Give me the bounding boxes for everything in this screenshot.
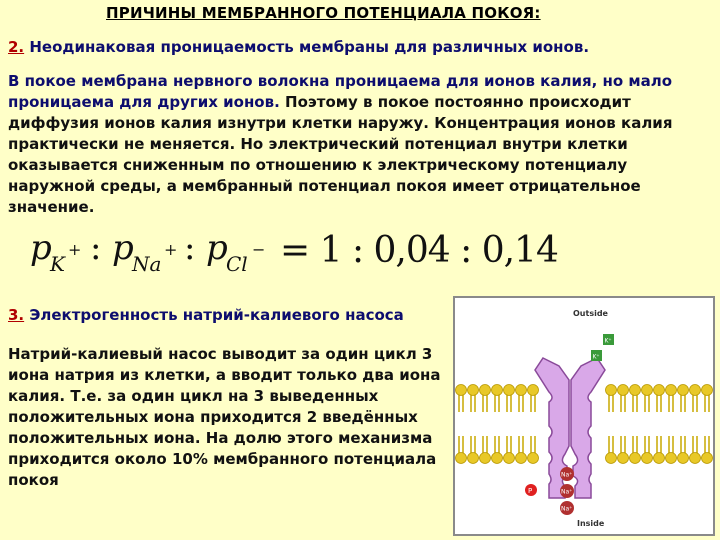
bottom-lipid-6	[528, 436, 539, 464]
svg-text:P: P	[528, 487, 533, 495]
bottom-lipid-0	[456, 436, 467, 464]
bottom-lipid-14	[690, 436, 701, 464]
potassium-ion-2	[591, 350, 602, 361]
phosphate-marker	[525, 484, 537, 496]
potassium-ion-1	[603, 334, 614, 345]
paragraph-permeability	[8, 71, 708, 218]
top-lipid-12	[666, 385, 677, 413]
svg-text:Na⁺: Na⁺	[561, 488, 573, 496]
bottom-lipid-1	[468, 436, 479, 464]
formula-p-k: p	[30, 228, 52, 268]
bottom-lipid-10	[642, 436, 653, 464]
bottom-lipid-13	[678, 436, 689, 464]
sodium-ion-3	[560, 501, 574, 515]
inside-label: Inside	[577, 519, 605, 528]
formula-colon-1: :	[90, 228, 102, 268]
top-lipid-6	[528, 385, 539, 413]
formula-ratio: = 1 : 0,04 : 0,14	[280, 230, 558, 271]
bottom-lipid-2	[480, 436, 491, 464]
bottom-lipid-3	[492, 436, 503, 464]
section-2-number: 2.	[8, 38, 25, 56]
pump-right-subunit	[571, 358, 605, 498]
top-lipid-14	[690, 385, 701, 413]
top-lipid-8	[618, 385, 629, 413]
top-lipid-3	[492, 385, 503, 413]
svg-text:Na⁺: Na⁺	[561, 505, 573, 513]
paragraph-pump: Натрий-калиевый насос выводит за один цикл 3 иона натрия из клетки, а вводит только два иона калия. Т.е. за один цикл на 3 выведенных положительных иона приходится 2 введённых положительных иона. На долю этого механизма приходится около 10% мембранного потенциала покоя	[8, 345, 441, 489]
sodium-ion-2	[560, 484, 574, 498]
svg-text:Na⁺: Na⁺	[561, 471, 573, 479]
formula-na-charge: +	[164, 240, 178, 259]
bottom-lipid-5	[516, 436, 527, 464]
formula-colon-2: :	[184, 228, 196, 268]
bottom-lipid-12	[666, 436, 677, 464]
top-lipid-4	[504, 385, 515, 413]
bottom-lipid-7	[606, 436, 617, 464]
top-lipid-13	[678, 385, 689, 413]
formula-na-sub: Na	[132, 252, 162, 276]
pump-diagram	[455, 298, 713, 534]
svg-text:K⁺: K⁺	[604, 337, 612, 345]
top-lipid-15	[702, 385, 713, 413]
top-lipid-11	[654, 385, 665, 413]
sodium-ion-1	[560, 467, 574, 481]
bottom-lipid-11	[654, 436, 665, 464]
svg-text:K⁺: K⁺	[592, 353, 600, 361]
section-3-number: 3.	[8, 306, 25, 324]
paragraph-permeability-highlight: В покое мембрана нервного волокна проницаема для ионов калия, но мало проницаема для других ионов.	[8, 72, 673, 111]
top-lipid-10	[642, 385, 653, 413]
formula-cl-charge: −	[252, 240, 266, 259]
top-lipid-2	[480, 385, 491, 413]
top-lipid-5	[516, 385, 527, 413]
paragraph-permeability-rest: Поэтому в покое постоянно происходит диффузия ионов калия изнутри клетки наружу. Концентрация ионов калия практически не меняется. Но электрический потенциал внутри клетки оказывается сниженным по отношению к электрическому потенциалу наружной среды, а мембранный потенциал покоя имеет отрицательное значение.	[8, 93, 673, 216]
bottom-lipid-4	[504, 436, 515, 464]
top-lipid-7	[606, 385, 617, 413]
bottom-lipid-8	[618, 436, 629, 464]
formula-k-charge: +	[68, 240, 82, 259]
section-2-heading	[8, 38, 589, 56]
top-lipid-0	[456, 385, 467, 413]
permeability-formula	[30, 228, 558, 278]
bottom-lipid-15	[702, 436, 713, 464]
outside-label: Outside	[573, 309, 608, 318]
formula-k-sub: K	[50, 252, 65, 276]
slide-title: ПРИЧИНЫ МЕМБРАННОГО ПОТЕНЦИАЛА ПОКОЯ:	[106, 4, 541, 22]
top-lipid-1	[468, 385, 479, 413]
section-3-heading-text: Электрогенность натрий-калиевого насоса	[24, 306, 404, 324]
section-3-heading	[8, 306, 404, 324]
formula-p-na: p	[112, 228, 134, 268]
formula-p-cl: p	[206, 228, 228, 268]
section-2-heading-text: Неодинаковая проницаемость мембраны для различных ионов.	[24, 38, 590, 56]
bottom-lipid-9	[630, 436, 641, 464]
top-lipid-9	[630, 385, 641, 413]
sodium-potassium-pump-figure	[453, 296, 715, 536]
formula-cl-sub: Cl	[226, 252, 248, 276]
